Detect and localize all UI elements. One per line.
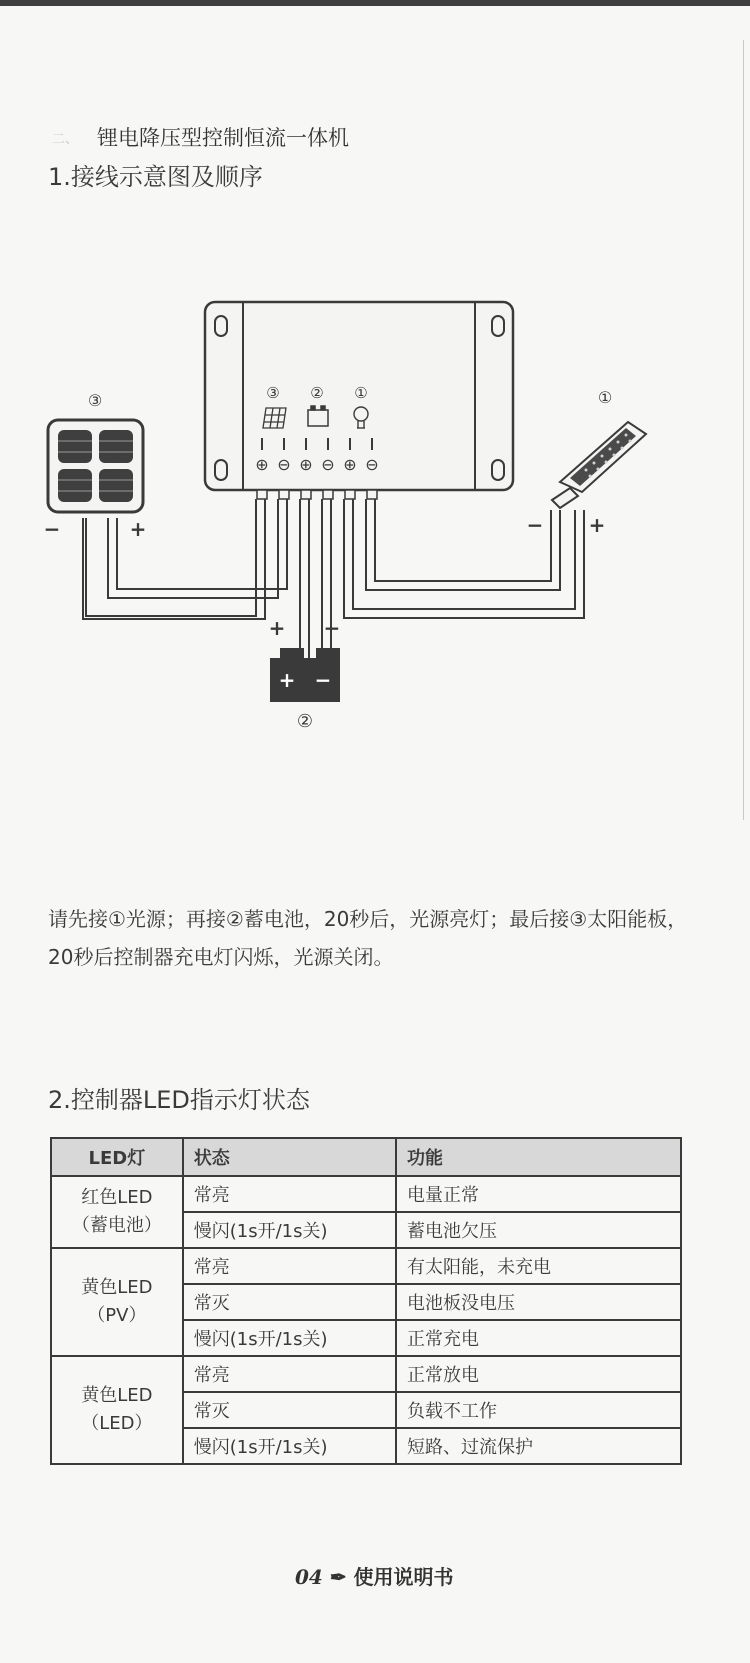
terminal-pv-plus: ⊕ (255, 455, 269, 474)
battery-plus: + (278, 668, 296, 692)
function-cell: 蓄电池欠压 (396, 1212, 681, 1248)
footer-pen-icon: ✒ (329, 1565, 347, 1589)
street-light-plus: + (588, 513, 606, 537)
status-cell: 慢闪(1s开/1s关) (183, 1428, 396, 1464)
status-cell: 常亮 (183, 1248, 396, 1284)
street-light-minus: − (526, 513, 544, 537)
section1-title: 1.接线示意图及顺序 (48, 163, 263, 191)
status-cell: 常亮 (183, 1356, 396, 1392)
led-name-cell (51, 1356, 183, 1464)
status-cell: 常灭 (183, 1392, 396, 1428)
street-light-number: ① (597, 388, 613, 407)
function-cell: 短路、过流保护 (396, 1428, 681, 1464)
led-name-cell (51, 1248, 183, 1356)
wiring-instructions: 请先接①光源；再接②蓄电池，20秒后，光源亮灯；最后接③太阳能板，20秒后控制器充电灯闪烁，光源关闭。 (48, 907, 688, 969)
table-row (51, 1356, 681, 1392)
solar-panel-number: ③ (87, 391, 103, 410)
table-row (51, 1248, 681, 1284)
status-cell: 慢闪(1s开/1s关) (183, 1320, 396, 1356)
led-name: 黄色LED (81, 1277, 153, 1298)
function-cell: 负载不工作 (396, 1392, 681, 1428)
function-cell: 电量正常 (396, 1176, 681, 1212)
terminal-load-plus: ⊕ (343, 455, 357, 474)
led-name: 红色LED (81, 1187, 153, 1208)
led-name-cell (51, 1176, 183, 1248)
solar-panel-plus: + (129, 517, 147, 541)
function-cell: 正常充电 (396, 1320, 681, 1356)
controller-label-load: ① (354, 384, 368, 402)
header-status: 状态 (183, 1138, 396, 1176)
controller-label-pv: ③ (266, 384, 280, 402)
product-subtitle: 锂电降压型控制恒流一体机 (97, 126, 349, 150)
led-sub: （LED） (81, 1413, 153, 1434)
led-sub: （蓄电池） (71, 1215, 162, 1236)
wiring-diagram (0, 300, 750, 760)
led-sub: （PV） (87, 1305, 147, 1326)
solar-panel-minus: − (43, 517, 61, 541)
led-name: 黄色LED (81, 1385, 153, 1406)
status-cell: 慢闪(1s开/1s关) (183, 1212, 396, 1248)
page-number: 04 (295, 1565, 323, 1589)
function-cell: 正常放电 (396, 1356, 681, 1392)
status-cell: 常灭 (183, 1284, 396, 1320)
solar-panel (48, 420, 143, 512)
battery-minus: − (314, 668, 332, 692)
controller-label-battery: ② (310, 384, 324, 402)
page-footer (295, 1561, 454, 1590)
footer-title: 使用说明书 (353, 1565, 454, 1589)
top-border (0, 0, 750, 6)
header-function: 功能 (396, 1138, 681, 1176)
terminal-battery-plus: ⊕ (299, 455, 313, 474)
section2-title: 2.控制器LED指示灯状态 (48, 1086, 310, 1114)
header-led: LED灯 (51, 1138, 183, 1176)
faint-section-mark: 二、 (52, 132, 79, 147)
battery-wire-minus: − (323, 616, 341, 640)
status-cell: 常亮 (183, 1176, 396, 1212)
function-cell: 电池板没电压 (396, 1284, 681, 1320)
terminal-load-minus: ⊖ (365, 455, 379, 474)
battery-number: ② (296, 711, 314, 732)
led-status-table (50, 1137, 682, 1465)
table-row (51, 1176, 681, 1212)
terminal-battery-minus: ⊖ (321, 455, 335, 474)
function-cell: 有太阳能，未充电 (396, 1248, 681, 1284)
street-light-icon (552, 422, 646, 508)
terminal-pv-minus: ⊖ (277, 455, 291, 474)
table-header-row (51, 1138, 681, 1176)
battery-wire-plus: + (268, 616, 286, 640)
